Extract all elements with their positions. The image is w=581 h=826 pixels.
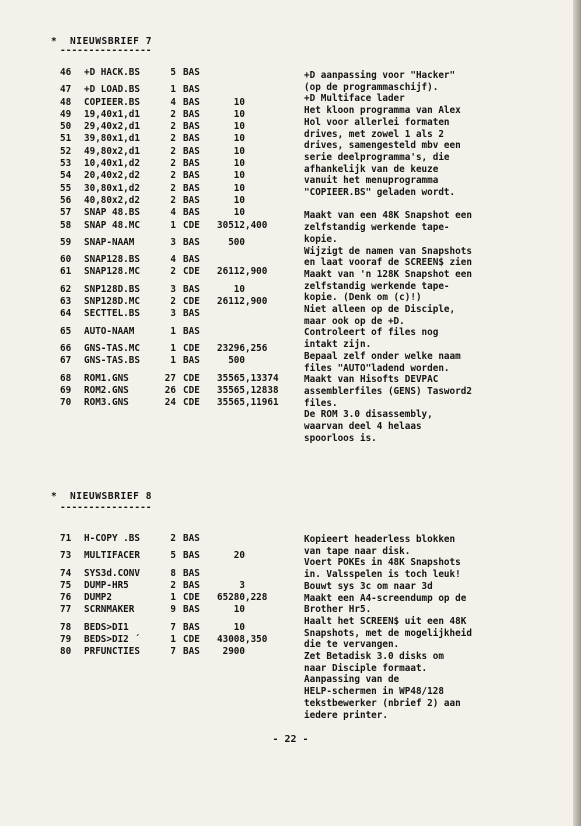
file-row [60, 109, 279, 121]
file-length: 10 [217, 121, 245, 133]
file-length: 26112,900 [217, 266, 268, 278]
description-line: tekstbewerker (nbrief 2) aan [304, 697, 461, 709]
block-count: 4 [170, 254, 176, 266]
file-number: 59 [60, 236, 72, 248]
description-line: "COPIEER.BS" geladen wordt. [304, 187, 456, 199]
section1-descriptions [304, 70, 472, 445]
file-type: CDE [183, 384, 200, 396]
file-name: GNS-TAS.MC [84, 342, 140, 354]
description-line: kopie. [304, 233, 338, 245]
file-length: 500 [217, 355, 245, 367]
description-line: Maakt een A4-screendump op de [304, 592, 467, 604]
file-row [60, 533, 267, 545]
description-line: van tape naar disk. [304, 545, 411, 557]
description-line: files. [304, 397, 338, 409]
file-type: BAS [183, 84, 200, 96]
file-row [60, 195, 279, 207]
description-line: Niet alleen op de Disciple, [304, 304, 456, 316]
description-line: en laat vooraf de SCREEN$ zien [304, 257, 472, 269]
file-name: SNP128D.BS [84, 283, 140, 295]
file-name: 10,40x1,d2 [84, 158, 140, 170]
file-row [60, 373, 279, 385]
block-count: 2 [170, 121, 176, 133]
block-count: 3 [170, 283, 176, 295]
file-length: 10 [217, 283, 245, 295]
file-length: 3 [217, 579, 245, 591]
file-type: BAS [183, 533, 200, 544]
block-count: 9 [170, 604, 176, 616]
file-type: BAS [183, 550, 200, 562]
file-length: 10 [217, 158, 245, 170]
file-type: CDE [183, 342, 200, 354]
block-count: 1 [170, 84, 176, 96]
file-length: 35565,12838 [217, 384, 279, 396]
file-number: 56 [60, 194, 72, 206]
block-count: 2 [170, 145, 176, 157]
file-type: BAS [183, 325, 200, 337]
section2-title: * NIEUWSBRIEF 8 [51, 491, 153, 502]
description-line: zelfstandig werkende tape- [304, 280, 450, 292]
file-number: 70 [60, 397, 72, 409]
file-length: 10 [217, 145, 245, 157]
block-count: 7 [170, 646, 176, 658]
description-line: Maakt van Hisofts DEVPAC [304, 374, 439, 386]
description-line: (op de programmaschijf). [304, 81, 439, 93]
description-line: Het kloon programma van Alex [304, 105, 461, 117]
file-name: SYS3d.CONV [84, 567, 140, 579]
description-line: Zet Betadisk 3.0 disks om [304, 651, 444, 663]
file-number: 54 [60, 170, 72, 182]
file-name: SCRNMAKER [84, 604, 135, 616]
block-count: 27 [164, 372, 176, 384]
file-row [60, 326, 279, 338]
file-row [60, 397, 279, 409]
file-number: 58 [60, 219, 72, 231]
file-number: 69 [60, 384, 72, 396]
file-type: BAS [183, 283, 200, 295]
file-number: 53 [60, 158, 72, 170]
file-type: BAS [183, 621, 200, 633]
file-number: 46 [60, 67, 72, 78]
file-length: 26112,900 [217, 296, 268, 308]
file-number: 64 [60, 308, 72, 320]
file-number: 61 [60, 266, 72, 278]
file-type: CDE [183, 372, 200, 384]
file-name: DUMP-HR5 [84, 579, 129, 591]
file-number: 48 [60, 96, 72, 108]
file-row [60, 592, 267, 604]
description-line: vanuit het menuprogramma [304, 175, 439, 187]
description-line: spoorloos is. [304, 432, 377, 444]
block-count: 1 [170, 592, 176, 604]
file-length: 10 [217, 170, 245, 182]
file-type: BAS [183, 108, 200, 120]
file-number: 80 [60, 646, 72, 658]
section1-underline: ---------------- [60, 45, 152, 56]
file-name: 39,80x1,d1 [84, 133, 140, 145]
file-name: DUMP2 [84, 592, 112, 604]
file-name: 40,80x2,d2 [84, 194, 140, 206]
file-type: BAS [183, 182, 200, 194]
file-row [60, 170, 279, 182]
block-count: 2 [170, 182, 176, 194]
file-number: 49 [60, 108, 72, 120]
file-length: 10 [217, 621, 245, 633]
file-row [60, 355, 279, 367]
file-number: 74 [60, 567, 72, 579]
file-type: BAS [183, 604, 200, 616]
page-edge-shadow [573, 0, 581, 826]
description-line: Maakt van 'n 128K Snapshot een [304, 268, 472, 280]
file-name: SNAP 48.MC [84, 219, 140, 231]
file-length: 35565,11961 [217, 397, 279, 409]
file-name: SECTTEL.BS [84, 308, 140, 320]
file-row [60, 67, 279, 79]
file-name: 20,40x2,d2 [84, 170, 140, 182]
file-length: 43008,350 [217, 634, 268, 646]
file-name: +D HACK.BS [84, 67, 140, 78]
section1-title: * NIEUWSBRIEF 7 [51, 36, 153, 47]
file-row [60, 266, 279, 278]
file-type: CDE [183, 266, 200, 278]
description-line: Maakt van een 48K Snapshot een [304, 210, 472, 222]
file-row [60, 97, 279, 109]
file-name: GNS-TAS.BS [84, 355, 140, 367]
file-type: BAS [183, 355, 200, 367]
file-row [60, 568, 267, 580]
description-line: iedere printer. [304, 709, 388, 721]
description-line: waarvan deel 4 helaas [304, 421, 422, 433]
file-row [60, 207, 279, 219]
file-name: H-COPY .BS [84, 533, 140, 544]
file-row [60, 604, 267, 616]
file-name: SNAP-NAAM [84, 236, 135, 248]
file-number: 55 [60, 182, 72, 194]
block-count: 1 [170, 219, 176, 231]
description-line: Controleert of files nog [304, 327, 439, 339]
file-number: 68 [60, 372, 72, 384]
description-line: Snapshots, met de mogelijkheid [304, 627, 472, 639]
description-line: kopie. (Denk om (c)!) [304, 292, 422, 304]
file-number: 66 [60, 342, 72, 354]
file-number: 62 [60, 283, 72, 295]
file-number: 76 [60, 592, 72, 604]
description-line: afhankelijk van de keuze [304, 163, 439, 175]
file-type: BAS [183, 170, 200, 182]
file-type: BAS [183, 158, 200, 170]
file-row [60, 296, 279, 308]
description-line: assemblerfiles (GENS) Tasword2 [304, 385, 472, 397]
description-line: drives, samengesteld mbv een [304, 140, 461, 152]
file-row [60, 133, 279, 145]
description-line: Hol voor allerlei formaten [304, 116, 450, 128]
file-row [60, 634, 267, 646]
file-name: AUTO-NAAM [84, 325, 135, 337]
file-row [60, 237, 279, 249]
block-count: 8 [170, 567, 176, 579]
description-line: Voert POKEs in 48K Snapshots [304, 557, 461, 569]
file-length: 500 [217, 236, 245, 248]
block-count: 4 [170, 96, 176, 108]
description-line: De ROM 3.0 disassembly, [304, 409, 433, 421]
file-row [60, 146, 279, 158]
file-type: CDE [183, 219, 200, 231]
file-row [60, 550, 267, 562]
file-type: BAS [183, 194, 200, 206]
description-line: files "AUTO"ladend worden. [304, 362, 450, 374]
file-type: CDE [183, 397, 200, 409]
file-number: 75 [60, 579, 72, 591]
file-name: PRFUNCTIES [84, 646, 140, 658]
file-number: 51 [60, 133, 72, 145]
block-count: 2 [170, 170, 176, 182]
block-count: 2 [170, 133, 176, 145]
file-number: 65 [60, 325, 72, 337]
block-count: 2 [170, 108, 176, 120]
file-length: 2900 [217, 646, 245, 658]
description-line: naar Disciple formaat. [304, 662, 428, 674]
file-name: SNAP128.MC [84, 266, 140, 278]
block-count: 1 [170, 355, 176, 367]
file-name: ROM1.GNS [84, 372, 129, 384]
file-length: 35565,13374 [217, 372, 279, 384]
file-name: 29,40x2,d1 [84, 121, 140, 133]
file-name: +D LOAD.BS [84, 84, 140, 96]
file-name: MULTIFACER [84, 550, 140, 562]
section2-underline: ---------------- [60, 502, 152, 513]
file-name: BEDS>DI2 ´ [84, 634, 140, 646]
file-length: 65280,228 [217, 592, 268, 604]
file-type: CDE [183, 592, 200, 604]
file-number: 73 [60, 550, 72, 562]
file-type: BAS [183, 236, 200, 248]
file-number: 63 [60, 296, 72, 308]
block-count: 5 [170, 67, 176, 78]
description-line: Brother Hr5. [304, 604, 372, 616]
file-row [60, 308, 279, 320]
file-name: ROM2.GNS [84, 384, 129, 396]
file-row [60, 220, 279, 232]
description-line: Aanpassing van de [304, 674, 400, 686]
block-count: 24 [164, 397, 176, 409]
section2-file-list [60, 533, 267, 659]
description-line: zelfstandig werkende tape- [304, 222, 450, 234]
block-count: 7 [170, 621, 176, 633]
file-name: SNP128D.MC [84, 296, 140, 308]
description-line [304, 199, 472, 211]
description-line: Bouwt sys 3c om naar 3d [304, 580, 433, 592]
description-line: die te vervangen. [304, 639, 400, 651]
block-count: 5 [170, 550, 176, 562]
file-type: BAS [183, 207, 200, 219]
section2-descriptions [304, 534, 472, 721]
file-type: BAS [183, 96, 200, 108]
file-name: SNAP 48.BS [84, 207, 140, 219]
block-count: 26 [164, 384, 176, 396]
file-length: 10 [217, 207, 245, 219]
file-number: 67 [60, 355, 72, 367]
file-row [60, 121, 279, 133]
file-number: 77 [60, 604, 72, 616]
block-count: 1 [170, 634, 176, 646]
block-count: 2 [170, 194, 176, 206]
file-length: 10 [217, 182, 245, 194]
block-count: 2 [170, 579, 176, 591]
file-name: 19,40x1,d1 [84, 108, 140, 120]
block-count: 3 [170, 308, 176, 320]
file-name: COPIEER.BS [84, 96, 140, 108]
file-type: BAS [183, 121, 200, 133]
file-length: 30512,400 [217, 219, 268, 231]
block-count: 1 [170, 342, 176, 354]
file-length: 10 [217, 108, 245, 120]
file-row [60, 284, 279, 296]
file-type: BAS [183, 67, 200, 78]
file-name: 49,80x2,d1 [84, 145, 140, 157]
file-name: BEDS>DI1 [84, 621, 129, 633]
description-line: serie deelprogramma's, die [304, 151, 450, 163]
block-count: 3 [170, 236, 176, 248]
block-count: 1 [170, 325, 176, 337]
file-type: BAS [183, 579, 200, 591]
description-line: Kopieert headerless blokken [304, 534, 456, 545]
description-line: drives, met zowel 1 als 2 [304, 128, 444, 140]
file-number: 78 [60, 621, 72, 633]
file-row [60, 343, 279, 355]
file-type: CDE [183, 634, 200, 646]
file-length: 10 [217, 194, 245, 206]
file-type: BAS [183, 133, 200, 145]
file-length: 20 [217, 550, 245, 562]
block-count: 2 [170, 266, 176, 278]
block-count: 2 [170, 296, 176, 308]
file-row [60, 158, 279, 170]
description-line: Haalt het SCREEN$ uit een 48K [304, 615, 467, 627]
file-number: 52 [60, 145, 72, 157]
file-row [60, 183, 279, 195]
page-number: - 22 - [272, 734, 309, 745]
description-line: in. Valsspelen is toch leuk! [304, 569, 461, 581]
file-number: 79 [60, 634, 72, 646]
description-line: Wijzigt de namen van Snapshots [304, 245, 472, 257]
file-row [60, 254, 279, 266]
file-type: CDE [183, 296, 200, 308]
block-count: 4 [170, 207, 176, 219]
file-name: SNAP128.BS [84, 254, 140, 266]
file-name: ROM3.GNS [84, 397, 129, 409]
file-row [60, 84, 279, 96]
file-length: 10 [217, 96, 245, 108]
description-line: intakt zijn. [304, 339, 372, 351]
file-number: 57 [60, 207, 72, 219]
section1-file-list [60, 67, 279, 409]
file-number: 60 [60, 254, 72, 266]
file-type: BAS [183, 646, 200, 658]
description-line: +D Multiface lader [304, 93, 405, 105]
file-type: BAS [183, 567, 200, 579]
file-type: BAS [183, 308, 200, 320]
block-count: 2 [170, 158, 176, 170]
block-count: 2 [170, 533, 176, 544]
file-type: BAS [183, 254, 200, 266]
file-name: 30,80x1,d2 [84, 182, 140, 194]
file-length: 10 [217, 604, 245, 616]
file-row [60, 646, 267, 658]
description-line: HELP-schermen in WP48/128 [304, 686, 444, 698]
file-row [60, 622, 267, 634]
file-number: 47 [60, 84, 72, 96]
file-row [60, 385, 279, 397]
file-length: 23296,256 [217, 342, 268, 354]
file-row [60, 580, 267, 592]
file-number: 71 [60, 533, 72, 544]
file-type: BAS [183, 145, 200, 157]
file-number: 50 [60, 121, 72, 133]
description-line: maar ook op de +D. [304, 315, 405, 327]
file-length: 10 [217, 133, 245, 145]
description-line: +D aanpassing voor "Hacker" [304, 70, 456, 81]
description-line: Bepaal zelf onder welke naam [304, 350, 461, 362]
